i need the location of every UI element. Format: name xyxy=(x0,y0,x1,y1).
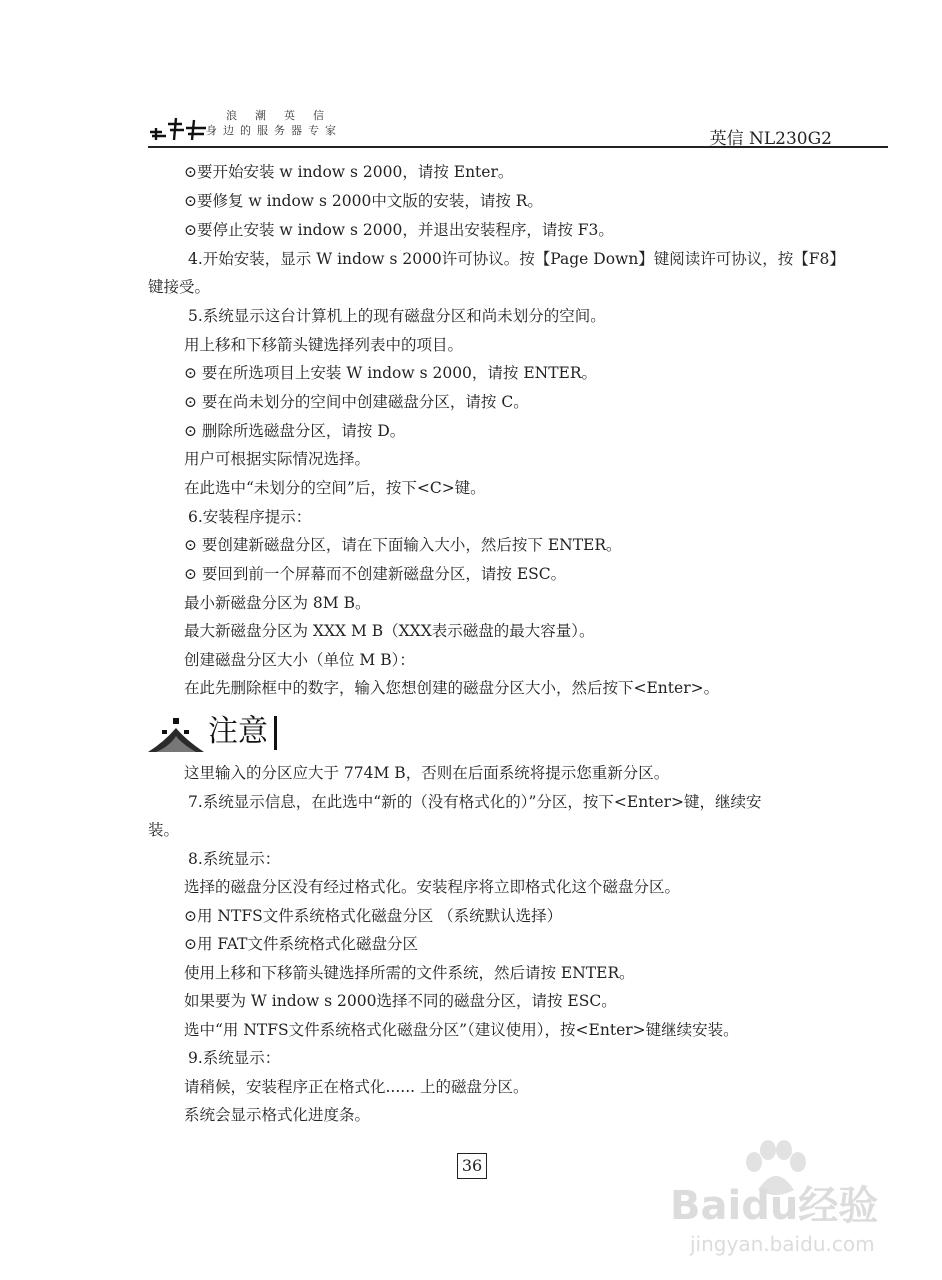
text-line: ⊙要开始安装 w indow s 2000，请按 Enter。 xyxy=(184,163,514,181)
text-line: 键接受。 xyxy=(148,278,211,296)
text-line: ⊙ 要创建新磁盘分区，请在下面输入大小，然后按下 ENTER。 xyxy=(184,536,622,554)
baidu-watermark xyxy=(670,1140,900,1270)
watermark-brand: Baidu经验 xyxy=(670,1183,879,1229)
text-line: 创建磁盘分区大小（单位 M B）： xyxy=(184,651,415,669)
watermark-url: jingyan.baidu.com xyxy=(690,1232,875,1256)
text-line: ⊙ 要回到前一个屏幕而不创建新磁盘分区，请按 ESC。 xyxy=(184,565,567,583)
page-number: 36 xyxy=(457,1153,487,1179)
note-title-bar xyxy=(274,716,277,750)
text-line: 用户可根据实际情况选择。 xyxy=(184,450,371,468)
text-line: 4.开始安装，显示 W indow s 2000许可协议。按【Page Down】键阅读许可协议，按【F8】 xyxy=(188,250,845,268)
text-line: 装。 xyxy=(148,821,180,839)
inspur-logo-icon xyxy=(148,110,208,142)
text-line: 7.系统显示信息，在此选中“新的（没有格式化的）”分区，按下<Enter>键，继续安 xyxy=(188,793,762,811)
text-line: 在此先删除框中的数字，输入您想创建的磁盘分区大小，然后按下<Enter>。 xyxy=(184,679,720,697)
note-heading xyxy=(146,712,286,756)
text-line: 5.系统显示这台计算机上的现有磁盘分区和尚未划分的空间。 xyxy=(188,307,606,325)
text-line: 如果要为 W indow s 2000选择不同的磁盘分区，请按 ESC。 xyxy=(184,992,617,1010)
slogan-line-2: 身边的服务器专家 xyxy=(206,124,342,137)
text-line: 这里输入的分区应大于 774M B，否则在后面系统将提示您重新分区。 xyxy=(184,764,670,782)
text-line: ⊙要修复 w indow s 2000中文版的安装，请按 R。 xyxy=(184,192,543,210)
text-line: 最小新磁盘分区为 8M B。 xyxy=(184,594,371,612)
note-mountain-icon xyxy=(146,718,206,754)
slogan-line-1: 浪潮英信 xyxy=(226,109,342,122)
product-name: 英信 NL230G2 xyxy=(709,129,832,149)
text-line: 选择的磁盘分区没有经过格式化。安装程序将立即格式化这个磁盘分区。 xyxy=(184,878,681,896)
text-line: ⊙要停止安装 w indow s 2000，并退出安装程序，请按 F3。 xyxy=(184,221,614,239)
note-title: 注意 xyxy=(208,714,268,749)
text-line: ⊙用 NTFS文件系统格式化磁盘分区 （系统默认选择） xyxy=(184,907,563,925)
text-line: 系统会显示格式化进度条。 xyxy=(184,1106,371,1124)
text-line: 选中“用 NTFS文件系统格式化磁盘分区”（建议使用），按<Enter>键继续安装。 xyxy=(184,1021,739,1039)
text-line: ⊙ 要在所选项目上安装 W indow s 2000，请按 ENTER。 xyxy=(184,364,598,382)
text-line: ⊙ 要在尚未划分的空间中创建磁盘分区，请按 C。 xyxy=(184,393,529,411)
text-line: 8.系统显示： xyxy=(188,850,281,868)
text-line: 请稍候，安装程序正在格式化...... 上的磁盘分区。 xyxy=(184,1078,529,1096)
text-line: 6.安装程序提示： xyxy=(188,508,312,526)
text-line: 最大新磁盘分区为 XXX M B（XXX表示磁盘的最大容量）。 xyxy=(184,622,595,640)
text-line: ⊙用 FAT文件系统格式化磁盘分区 xyxy=(184,935,419,953)
text-line: 9.系统显示： xyxy=(188,1049,281,1067)
text-line: ⊙ 删除所选磁盘分区，请按 D。 xyxy=(184,422,406,440)
text-line: 使用上移和下移箭头键选择所需的文件系统，然后请按 ENTER。 xyxy=(184,964,635,982)
text-line: 在此选中“未划分的空间”后，按下<C>键。 xyxy=(184,479,486,497)
header-slogan xyxy=(206,108,342,138)
header-divider xyxy=(148,146,888,148)
text-line: 用上移和下移箭头键选择列表中的项目。 xyxy=(184,336,464,354)
